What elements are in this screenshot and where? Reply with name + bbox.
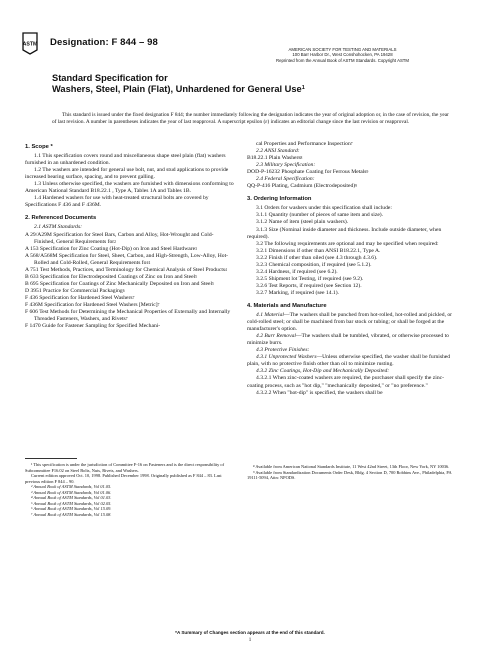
reference-item: F 1470 Guide for Fastener Sampling for Specified Mechani- bbox=[25, 323, 161, 330]
paragraph: 3.1 Orders for washers under this specification shall include: bbox=[256, 205, 392, 212]
footnote: ⁴ Annual Book of ASTM Standards, Vol 01.03. bbox=[31, 495, 112, 500]
section-heading: 1. Scope * bbox=[25, 144, 53, 150]
reference-item: B18.22.1 Plain Washers$^8$ bbox=[247, 155, 303, 162]
paragraph: 4.3.2.2 When "hot-dip" is specified, the washers shall be bbox=[256, 389, 383, 396]
list-item: 3.1.1 Quantity (number of pieces of same item and size). bbox=[256, 212, 384, 219]
footnote: ⁶ Annual Book of ASTM Standards, Vol 15.09. bbox=[31, 506, 112, 511]
paragraph: 1.3 Unless otherwise specified, the washers are furnished with dimensions conforming to American National Standard B18.22.1 , Type A, Tables 1A and Tables 1B. bbox=[25, 181, 234, 195]
list-item: 3.2.4 Hardness, if required (see 6.2). bbox=[256, 268, 338, 275]
list-item: 3.1.2 Name of item (steel plain washers). bbox=[256, 219, 349, 226]
reference-item: F 436M Specification for Hardened Steel Washers [Metric]$^7$ bbox=[25, 301, 160, 308]
reference-item: A 153 Specification for Zinc Coating (Hot-Dip) on Iron and Steel Hardware$^3$ bbox=[25, 245, 197, 252]
footnotes-right bbox=[247, 464, 456, 481]
summary-of-changes-note: *A Summary of Changes section appears at the end of this standard. bbox=[175, 630, 325, 635]
publisher-line: AMERICAN SOCIETY FOR TESTING AND MATERIALS bbox=[288, 47, 397, 52]
astm-logo-icon bbox=[20, 30, 40, 56]
paragraph: 2.1 ASTM Standards: bbox=[34, 224, 83, 231]
document-title bbox=[52, 73, 305, 95]
paragraph: 3.2 The following requirements are optional and may be specified when required: bbox=[256, 240, 439, 247]
paragraph: 4.3.1 Unprotected Washers—Unless otherwise specified, the washer shall be furnished plain, with no protective finish other than oil to minimize rusting. bbox=[247, 354, 451, 368]
list-item: 3.2.7 Marking, if required (see 14.1). bbox=[256, 289, 339, 296]
reference-item: F 606 Test Methods for Determining the Mechanical Properties of Externally and Internally Threaded Fasteners, Washers, and Rivets$^7$ bbox=[25, 309, 231, 323]
section-heading: 4. Materials and Manufacture bbox=[247, 302, 327, 309]
footnote: ³ Annual Book of ASTM Standards, Vol 01.06. bbox=[31, 489, 112, 495]
reference-item: QQ-P-416 Plating, Cadmium (Electrodeposited)$^9$ bbox=[247, 183, 357, 190]
publisher-line: Reprinted from the Annual Book of ASTM Standards. Copyright ASTM bbox=[275, 57, 410, 63]
list-item: 3.2.2 Finish if other than oiled (see 4.3 through 4.3.6). bbox=[256, 254, 378, 261]
footnote: ¹ This specification is under the jurisdiction of Committee F-16 on Fasteners and is the direct responsibility of Subcommittee F16.02 on Steel Bolts, Nuts, Rivets, and Washers. bbox=[25, 462, 225, 473]
reference-item: A 751 Test Methods, Practices, and Terminology for Chemical Analysis of Steel Products$^4$ bbox=[25, 266, 227, 273]
footnote: ⁹ Available from Standardization Documents Order Desk, Bldg. 4 Section D, 700 Robbins Ave., Philadelphia, PA 19111-5094, Attn: NPODS. bbox=[247, 469, 452, 480]
designation: Designation: F 844 – 98 bbox=[50, 37, 158, 48]
paragraph: 4.2 Burr Removal—The washers shall be tumbled, vibrated, or otherwise processed to minimize burrs. bbox=[247, 333, 449, 347]
reference-item: DOD-P-16232 Phosphate Coating for Ferrous Metals$^9$ bbox=[247, 169, 369, 176]
title-line-1: Standard Specification for bbox=[52, 73, 168, 83]
paragraph: 2.4 Federal Specification: bbox=[256, 176, 315, 183]
paragraph: 1.4 Hardened washers for use with heat-treated structural bolts are covered by Specifications F 436 and F 436M. bbox=[25, 195, 209, 209]
list-item: 3.2.5 Shipment lot Testing, if required (see 9.2). bbox=[256, 275, 364, 282]
publisher-block bbox=[220, 47, 465, 63]
paragraph: 2.3 Military Specification: bbox=[256, 162, 316, 169]
list-item: 3.2.1 Dimensions if other than ANSI B18.22.1, Type A. bbox=[256, 247, 381, 254]
section-heading: 2. Referenced Documents bbox=[25, 215, 97, 222]
paragraph: 2.2 ANSI Standard: bbox=[256, 148, 300, 155]
reference-item: cal Properties and Performance Inspection$^7$ bbox=[256, 141, 353, 147]
title-footnote-marker: 1 bbox=[301, 85, 305, 91]
right-column bbox=[247, 141, 456, 397]
logo-text: ASTM bbox=[22, 41, 38, 48]
list-item: 3.2.3 Chemical composition, if required (see 5.1.2). bbox=[256, 261, 372, 268]
reference-item: D 3951 Practice for Commercial Packaging$^6$ bbox=[25, 287, 125, 294]
footnote: Current edition approved Oct. 10, 1998. Published December 1998. Originally published as F 844 – 83. Last previous edition F 844 – 90. bbox=[25, 473, 222, 484]
paragraph: 1.2 The washers are intended for general use bolt, nut, and stud applications to provide increased bearing surface, spacing, and to prevent galling. bbox=[25, 167, 229, 181]
section-heading: 3. Ordering Information bbox=[247, 196, 312, 203]
reference-item: B 695 Specification for Coatings of Zinc Mechanically Deposited on Iron and Steel$^5$ bbox=[25, 280, 214, 287]
reference-item: F 436 Specification for Hardened Steel Washers$^7$ bbox=[25, 294, 135, 301]
list-item: 3.1.3 Size (Nominal inside diameter and thickness. Include outside diameter, when required). bbox=[247, 226, 442, 240]
publisher-line: 100 Barr Harbor Dr., West Conshohocken, PA 19428 bbox=[292, 52, 393, 58]
reference-item: B 633 Specification for Electrodeposited Coatings of Zinc on Iron and Steel$^5$ bbox=[25, 273, 197, 280]
paragraph: 4.3 Protective Finishes: bbox=[256, 347, 310, 354]
paragraph: 1.1 This specification covers round and miscellaneous shape steel plain (flat) washers furnished in an unhardened condition. bbox=[25, 153, 226, 167]
left-column bbox=[25, 141, 234, 330]
footnote: ⁵ Annual Book of ASTM Standards, Vol 02.05. bbox=[31, 500, 112, 506]
paragraph: 4.3.2.1 When zinc-coated washers are required, the purchaser shall specify the zinc-coating process, such as "hot dip," "mechanically deposited," or "no preference." bbox=[247, 375, 444, 389]
paragraph: 4.3.2 Zinc Coatings, Hot-Dip and Mechanically Deposited: bbox=[256, 368, 390, 375]
list-item: 3.2.6 Test Reports, if required (see Section 12). bbox=[256, 282, 362, 289]
footnote: ⁸ Available from American National Standards Institute, 11 West 42nd Street, 13th Floor, New York, NY 10036. bbox=[253, 464, 450, 469]
paragraph: 4.1 Material—The washers shall be punched from hot-rolled, hot-rolled and pickled, or cold-rolled steel; or shall be machined from bar stock or tubing; or shall be forged at the manufacturer's option. bbox=[247, 312, 453, 333]
standard-note: This standard is issued under the fixed designation F 844; the number immediately following the designation indicates the year of original adoption or, in the case of revision, the year of last revision. A number in parentheses indicates the year of last reapproval. A superscript epsilon (ε) indicates an editorial change since the last revision or reapproval. bbox=[52, 112, 449, 125]
footnotes-left bbox=[25, 462, 234, 517]
footnote: ² Annual Book of ASTM Standards, Vol 01.05. bbox=[31, 484, 112, 489]
footnote-divider bbox=[25, 458, 77, 459]
reference-item: A 29/A29M Specification for Steel Bars, Carbon and Alloy, Hot-Wrought and Cold-Finished, General Requirements for$^2$ bbox=[25, 231, 214, 245]
footnote: ⁷ Annual Book of ASTM Standards, Vol 15.08. bbox=[31, 511, 112, 517]
reference-item: A 568/A568M Specification for Steel, Sheet, Carbon, and High-Strength, Low-Alloy, Hot-Rolled and Cold-Rolled, General Requirements for$^4$ bbox=[25, 252, 228, 266]
title-line-2: Washers, Steel, Plain (Flat), Unhardened for General Use$^1$ bbox=[52, 84, 305, 94]
page-number: 1 bbox=[248, 638, 252, 643]
